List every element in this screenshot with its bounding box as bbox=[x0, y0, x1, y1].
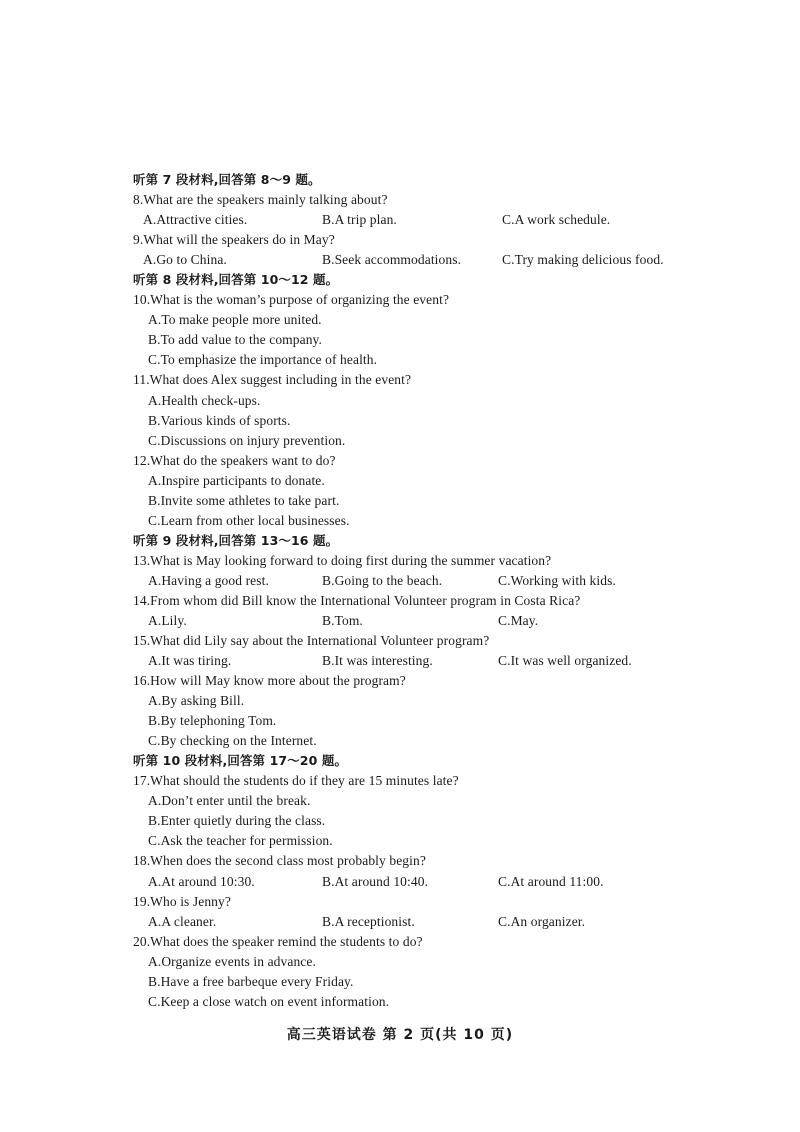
q17-option-b: B.Enter quietly during the class. bbox=[148, 813, 326, 828]
q17-option-c: C.Ask the teacher for permission. bbox=[148, 833, 333, 848]
q13-option-b: B.Going to the beach. bbox=[322, 573, 443, 588]
q9-option-a: A.Go to China. bbox=[143, 252, 227, 267]
q16-option-c: C.By checking on the Internet. bbox=[148, 733, 317, 748]
q13-option-a: A.Having a good rest. bbox=[148, 573, 269, 588]
q9-option-c: C.Try making delicious food. bbox=[502, 252, 664, 267]
q15-option-b: B.It was interesting. bbox=[322, 653, 433, 668]
question-9: 9.What will the speakers do in May? bbox=[133, 232, 335, 247]
question-20: 20.What does the speaker remind the students to do? bbox=[133, 934, 423, 949]
question-17: 17.What should the students do if they are 15 minutes late? bbox=[133, 773, 459, 788]
question-12: 12.What do the speakers want to do? bbox=[133, 453, 336, 468]
question-8: 8.What are the speakers mainly talking about? bbox=[133, 192, 388, 207]
question-18: 18.When does the second class most probably begin? bbox=[133, 853, 426, 868]
q18-option-a: A.At around 10:30. bbox=[148, 874, 255, 889]
q11-option-c: C.Discussions on injury prevention. bbox=[148, 433, 346, 448]
q9-option-b: B.Seek accommodations. bbox=[322, 252, 462, 267]
q8-option-b: B.A trip plan. bbox=[322, 212, 397, 227]
question-19: 19.Who is Jenny? bbox=[133, 894, 231, 909]
section-heading-9: 听第 9 段材料,回答第 13～16 题。 bbox=[133, 533, 339, 548]
q19-option-b: B.A receptionist. bbox=[322, 914, 415, 929]
q10-option-b: B.To add value to the company. bbox=[148, 332, 323, 347]
q14-option-c: C.May. bbox=[498, 613, 539, 628]
q16-option-b: B.By telephoning Tom. bbox=[148, 713, 277, 728]
section-heading-8: 听第 8 段材料,回答第 10～12 题。 bbox=[133, 272, 339, 287]
q8-option-a: A.Attractive cities. bbox=[143, 212, 248, 227]
q17-option-a: A.Don’t enter until the break. bbox=[148, 793, 311, 808]
question-15: 15.What did Lily say about the International Volunteer program? bbox=[133, 633, 490, 648]
q14-option-a: A.Lily. bbox=[148, 613, 187, 628]
question-10: 10.What is the woman’s purpose of organizing the event? bbox=[133, 292, 450, 307]
q20-option-a: A.Organize events in advance. bbox=[148, 954, 316, 969]
q13-option-c: C.Working with kids. bbox=[498, 573, 616, 588]
q16-option-a: A.By asking Bill. bbox=[148, 693, 245, 708]
q20-option-c: C.Keep a close watch on event information. bbox=[148, 994, 390, 1009]
q10-option-a: A.To make people more united. bbox=[148, 312, 322, 327]
question-14: 14.From whom did Bill know the International Volunteer program in Costa Rica? bbox=[133, 593, 581, 608]
section-heading-10: 听第 10 段材料,回答第 17～20 题。 bbox=[133, 753, 348, 768]
q15-option-a: A.It was tiring. bbox=[148, 653, 232, 668]
q11-option-b: B.Various kinds of sports. bbox=[148, 413, 291, 428]
q19-option-c: C.An organizer. bbox=[498, 914, 586, 929]
q8-option-c: C.A work schedule. bbox=[502, 212, 611, 227]
q11-option-a: A.Health check-ups. bbox=[148, 393, 261, 408]
section-heading-7: 听第 7 段材料,回答第 8～9 题。 bbox=[133, 172, 321, 187]
q15-option-c: C.It was well organized. bbox=[498, 653, 632, 668]
q12-option-c: C.Learn from other local businesses. bbox=[148, 513, 350, 528]
question-16: 16.How will May know more about the program? bbox=[133, 673, 406, 688]
q14-option-b: B.Tom. bbox=[322, 613, 363, 628]
q20-option-b: B.Have a free barbeque every Friday. bbox=[148, 974, 354, 989]
q12-option-a: A.Inspire participants to donate. bbox=[148, 473, 325, 488]
q18-option-b: B.At around 10:40. bbox=[322, 874, 429, 889]
q10-option-c: C.To emphasize the importance of health. bbox=[148, 352, 378, 367]
q18-option-c: C.At around 11:00. bbox=[498, 874, 604, 889]
page-footer: 高三英语试卷 第 2 页(共 10 页) bbox=[286, 1027, 514, 1043]
question-11: 11.What does Alex suggest including in the event? bbox=[133, 372, 412, 387]
question-13: 13.What is May looking forward to doing first during the summer vacation? bbox=[133, 553, 552, 568]
q12-option-b: B.Invite some athletes to take part. bbox=[148, 493, 340, 508]
q19-option-a: A.A cleaner. bbox=[148, 914, 217, 929]
